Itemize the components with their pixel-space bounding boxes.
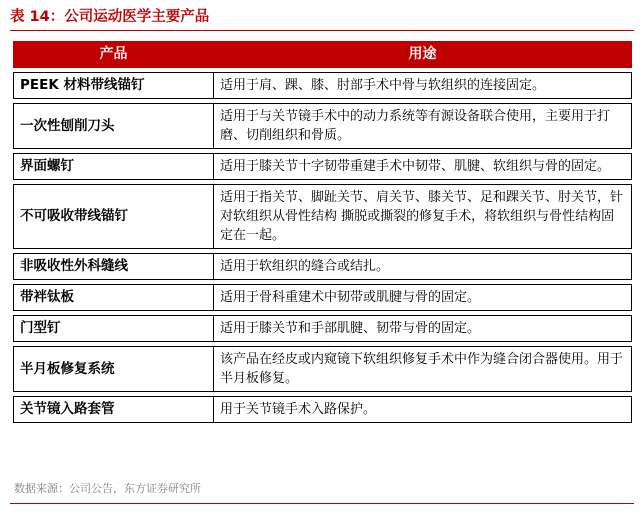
product-use: 适用于指关节、脚趾关节、肩关节、膝关节、足和踝关节、肘关节，针对软组织从骨性结构 撕脱或撕裂的修复手术，将软组织与骨性结构固定在一起。 [214, 185, 632, 249]
table-row [14, 185, 632, 249]
table-row [14, 104, 632, 149]
products-table [13, 41, 632, 423]
table-row [14, 316, 632, 342]
product-use: 该产品在经皮或内窥镜下软组织修复手术中作为缝合闭合器使用。用于半月板修复。 [214, 347, 632, 392]
caption-block [10, 6, 634, 31]
product-name: PEEK 材料带线锚钉 [14, 73, 214, 99]
product-name: 半月板修复系统 [14, 347, 214, 392]
product-use: 适用于与关节镜手术中的动力系统等有源设备联合使用，主要用于打磨、切削组织和骨质。 [214, 104, 632, 149]
product-use: 适用于软组织的缝合或结扎。 [214, 254, 632, 280]
product-name: 关节镜入路套管 [14, 397, 214, 423]
product-use: 适用于肩、踝、膝、肘部手术中骨与软组织的连接固定。 [214, 73, 632, 99]
header-product: 产品 [14, 42, 214, 68]
table-row [14, 154, 632, 180]
product-use: 适用于膝关节十字韧带重建手术中韧带、肌腱、软组织与骨的固定。 [214, 154, 632, 180]
product-name: 一次性刨削刀头 [14, 104, 214, 149]
source-note: 数据来源：公司公告，东方证券研究所 [14, 482, 201, 495]
product-name: 不可吸收带线锚钉 [14, 185, 214, 249]
product-name: 界面螺钉 [14, 154, 214, 180]
product-name: 门型钉 [14, 316, 214, 342]
table-header-row [14, 42, 632, 68]
product-use: 用于关节镜手术入路保护。 [214, 397, 632, 423]
table-row [14, 397, 632, 423]
product-use: 适用于骨科重建术中韧带或肌腱与骨的固定。 [214, 285, 632, 311]
product-name: 带袢钛板 [14, 285, 214, 311]
product-use: 适用于膝关节和手部肌腱、韧带与骨的固定。 [214, 316, 632, 342]
product-name: 非吸收性外科缝线 [14, 254, 214, 280]
table-row [14, 254, 632, 280]
table-caption: 表 14：公司运动医学主要产品 [10, 9, 210, 25]
table-row [14, 347, 632, 392]
header-use: 用途 [214, 42, 632, 68]
caption-divider [10, 30, 634, 31]
bottom-divider [10, 503, 634, 504]
table-row [14, 73, 632, 99]
table-row [14, 285, 632, 311]
